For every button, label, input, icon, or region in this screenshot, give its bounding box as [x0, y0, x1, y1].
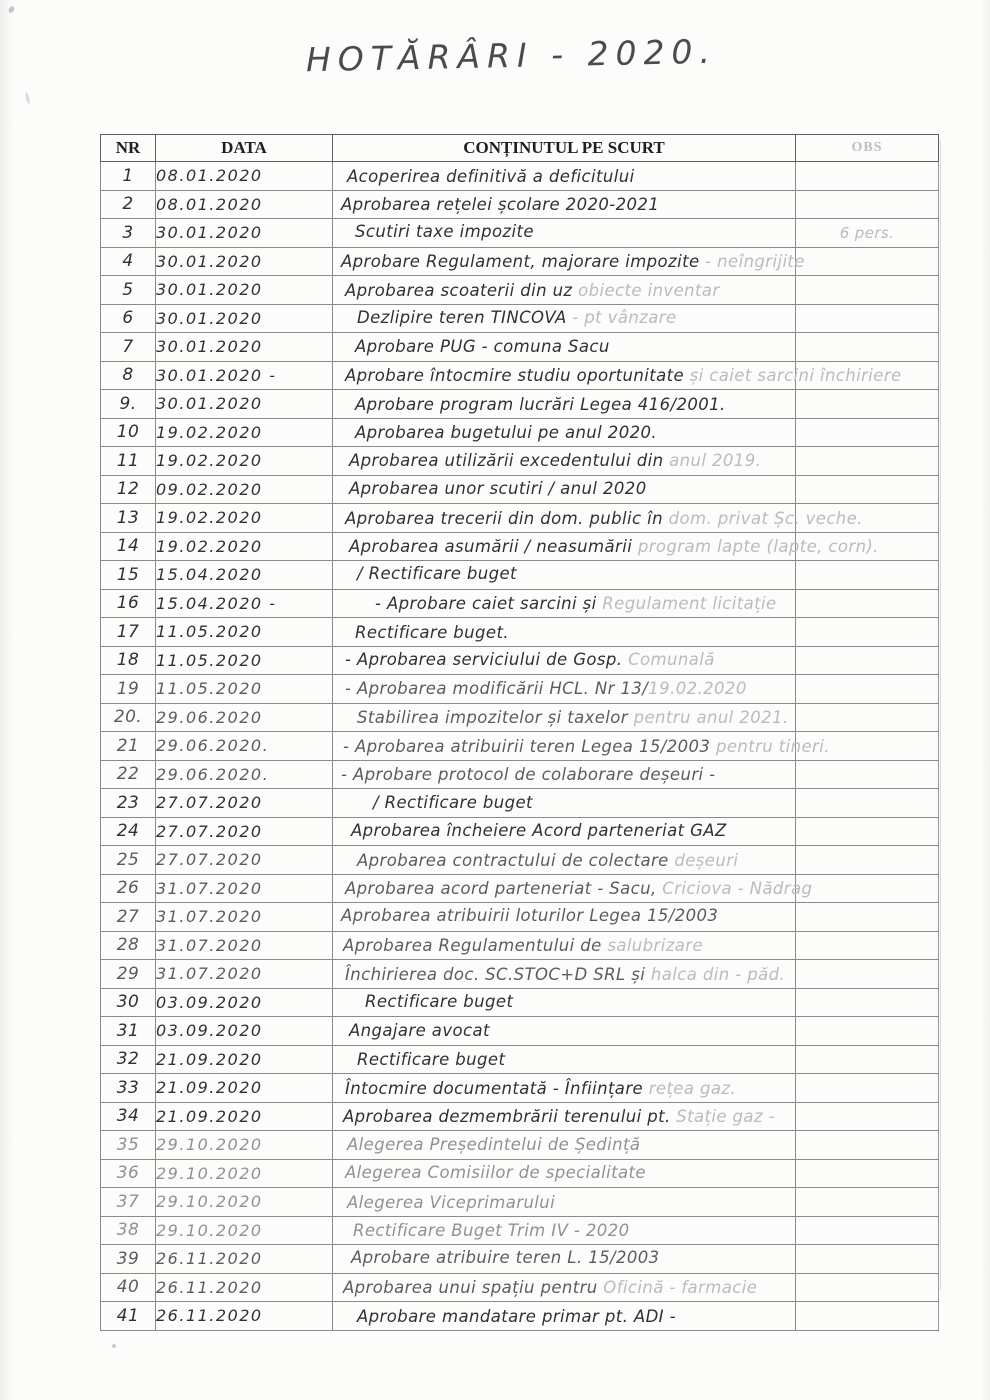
- col-header-nr: NR: [101, 135, 156, 162]
- table-row: [101, 732, 939, 761]
- row-content: [333, 474, 796, 503]
- row-date: 21.09.2020: [156, 1074, 333, 1103]
- row-content-faded: rețea gaz.: [643, 1079, 737, 1099]
- row-date: 31.07.2020: [156, 960, 333, 989]
- row-date: 29.10.2020: [156, 1159, 333, 1188]
- row-obs: [796, 846, 939, 875]
- table-row: [101, 247, 939, 276]
- row-content-main: Aprobarea rețelei școlare 2020-2021: [341, 194, 660, 214]
- table-row: [101, 1216, 939, 1245]
- row-obs: [796, 1017, 939, 1046]
- row-obs: [796, 1302, 939, 1331]
- row-content: [333, 733, 830, 762]
- row-obs: [796, 561, 939, 590]
- register-table-header: [101, 135, 939, 162]
- row-obs: [796, 418, 939, 447]
- row-obs: [796, 219, 939, 248]
- row-content-main: Aprobarea bugetului pe anul 2020.: [355, 422, 658, 442]
- row-content-faded: - neîngrijite: [699, 251, 805, 271]
- row-obs: [796, 931, 939, 960]
- row-content-main: Aprobarea dezmembrării terenului pt.: [343, 1106, 671, 1126]
- table-row: [101, 817, 939, 846]
- col-header-obs: OBS: [796, 135, 939, 162]
- row-date: 30.01.2020: [156, 304, 333, 333]
- row-number: 3: [101, 219, 156, 248]
- row-date: 27.07.2020: [156, 846, 333, 875]
- row-number: 37: [101, 1188, 156, 1217]
- row-content-main: Aprobare întocmire studiu oportunitate: [345, 365, 685, 385]
- row-number: 19: [101, 675, 156, 704]
- row-content-main: - Aprobare protocol de colaborare deșeuri -: [341, 764, 716, 784]
- row-content: [333, 247, 805, 276]
- table-row: [101, 504, 939, 533]
- row-date: 30.01.2020: [156, 390, 333, 419]
- row-content-main: Aprobarea contractului de colectare: [357, 851, 669, 871]
- table-row: [101, 561, 939, 590]
- table-row: [101, 931, 939, 960]
- row-content: [333, 1045, 796, 1074]
- row-content: [333, 1075, 796, 1104]
- row-obs: [796, 304, 939, 333]
- row-obs: [796, 447, 939, 476]
- page-title: HOTĂRÂRI - 2020.: [305, 31, 718, 80]
- table-row: [101, 447, 939, 476]
- row-number: 18: [101, 646, 156, 675]
- table-row: [101, 162, 939, 191]
- table-row: [101, 390, 939, 419]
- row-obs: [796, 903, 939, 932]
- row-content: [333, 902, 796, 931]
- row-number: 4: [101, 247, 156, 276]
- row-content-main: Acoperirea definitivă a deficitului: [347, 167, 635, 187]
- row-number: 16: [101, 589, 156, 618]
- row-obs: [796, 1188, 939, 1217]
- row-date: 26.11.2020: [156, 1302, 333, 1331]
- row-number: 32: [101, 1045, 156, 1074]
- row-content-faded: pentru tineri.: [710, 737, 830, 757]
- row-content: [333, 987, 796, 1016]
- table-row: [101, 1131, 939, 1160]
- table-row: [101, 1074, 939, 1103]
- row-obs: [796, 247, 939, 276]
- table-row: [101, 675, 939, 704]
- row-content-main: - Aprobarea modificării HCL. Nr 13/: [345, 679, 649, 699]
- scan-artifact: [24, 92, 30, 104]
- row-number: 20.: [101, 703, 156, 732]
- row-date: 15.04.2020 -: [156, 589, 333, 618]
- row-date: 31.07.2020: [156, 874, 333, 903]
- row-content-main: Aprobarea atribuirii loturilor Legea 15/2003: [341, 906, 719, 926]
- table-row: [101, 333, 939, 362]
- row-obs: [796, 646, 939, 675]
- row-obs: [796, 190, 939, 219]
- table-row: [101, 874, 939, 903]
- row-number: 39: [101, 1245, 156, 1274]
- scan-artifact: [112, 1344, 116, 1348]
- row-content: [333, 418, 796, 447]
- col-header-data: DATA: [156, 135, 333, 162]
- row-content: [333, 589, 796, 618]
- row-obs: [796, 1245, 939, 1274]
- row-obs: [796, 703, 939, 732]
- table-row: [101, 589, 939, 618]
- row-date: 26.11.2020: [156, 1273, 333, 1302]
- row-obs: [796, 1074, 939, 1103]
- table-row: [101, 846, 939, 875]
- row-date: 31.07.2020: [156, 931, 333, 960]
- row-content: [333, 190, 796, 219]
- row-content-main: Aprobare mandatare primar pt. ADI -: [357, 1307, 676, 1327]
- table-row: [101, 1045, 939, 1074]
- table-row: [101, 418, 939, 447]
- row-date: 08.01.2020: [156, 162, 333, 191]
- table-row: [101, 789, 939, 818]
- row-content-main: Aprobarea unui spațiu pentru: [343, 1277, 598, 1297]
- row-number: 17: [101, 618, 156, 647]
- row-content-main: / Rectificare buget: [357, 564, 517, 584]
- row-date: 29.06.2020.: [156, 760, 333, 789]
- col-header-continut: CONȚINUTUL PE SCURT: [333, 135, 796, 162]
- row-content-main: Aprobarea asumării / neasumării: [349, 536, 633, 556]
- row-date: 19.02.2020: [156, 504, 333, 533]
- table-row: [101, 219, 939, 248]
- row-content: [333, 760, 796, 789]
- row-date: 26.11.2020: [156, 1245, 333, 1274]
- row-content-main: Aprobarea acord parteneriat - Sacu,: [345, 878, 657, 898]
- row-date: 19.02.2020: [156, 418, 333, 447]
- row-content: [333, 1102, 796, 1131]
- table-row: [101, 703, 939, 732]
- table-row: [101, 532, 939, 561]
- table-row: [101, 1017, 939, 1046]
- row-date: 09.02.2020: [156, 475, 333, 504]
- row-number: 15: [101, 561, 156, 590]
- row-content: [333, 560, 796, 589]
- row-obs: [796, 817, 939, 846]
- row-content-main: Alegerea Viceprimarului: [347, 1193, 556, 1213]
- row-content-faded: salubrizare: [601, 935, 704, 955]
- row-content: [333, 619, 796, 648]
- row-date: 30.01.2020: [156, 333, 333, 362]
- row-content-main: Dezlipire teren TINCOVA: [357, 307, 567, 327]
- row-content-main: Aprobarea trecerii din dom. public în: [345, 509, 663, 529]
- row-obs: [796, 1045, 939, 1074]
- row-content: [333, 645, 796, 674]
- row-content-main: Aprobare PUG - comuna Sacu: [355, 337, 610, 357]
- table-row: [101, 618, 939, 647]
- row-date: 29.10.2020: [156, 1216, 333, 1245]
- row-date: 27.07.2020: [156, 789, 333, 818]
- row-content: [333, 847, 796, 876]
- row-content-main: Aprobarea Regulamentului de: [343, 935, 602, 955]
- row-content: [333, 391, 796, 420]
- row-content: [333, 1216, 796, 1245]
- row-content-faded: Stație gaz -: [670, 1106, 775, 1126]
- row-content-faded: deșeuri: [668, 851, 739, 871]
- row-obs: [796, 760, 939, 789]
- row-number: 33: [101, 1074, 156, 1103]
- row-date: 29.10.2020: [156, 1188, 333, 1217]
- row-content: [333, 874, 813, 903]
- table-row: [101, 190, 939, 219]
- row-number: 10: [101, 418, 156, 447]
- row-content-main: Alegerea Comisiilor de specialitate: [345, 1162, 646, 1182]
- table-row: [101, 1188, 939, 1217]
- row-content: [333, 532, 879, 561]
- row-content-main: Aprobarea încheiere Acord parteneriat GAZ: [351, 820, 727, 840]
- row-content-faded: dom. privat Șc. veche.: [662, 509, 863, 529]
- row-content-main: Rectificare buget.: [355, 623, 509, 643]
- row-number: 31: [101, 1017, 156, 1046]
- row-content: [333, 303, 796, 332]
- table-row: [101, 1273, 939, 1302]
- row-number: 27: [101, 903, 156, 932]
- row-number: 34: [101, 1102, 156, 1131]
- row-date: 03.09.2020: [156, 988, 333, 1017]
- row-date: 30.01.2020: [156, 247, 333, 276]
- row-date: 08.01.2020: [156, 190, 333, 219]
- row-content-main: - Aprobarea atribuirii teren Legea 15/2003: [343, 737, 711, 757]
- table-row: [101, 1159, 939, 1188]
- row-content-faded: Criciova - Nădrag: [656, 878, 813, 898]
- row-number: 7: [101, 333, 156, 362]
- row-content: [333, 361, 902, 390]
- row-content: [333, 789, 796, 818]
- row-number: 14: [101, 532, 156, 561]
- row-content-main: Aprobare Regulament, majorare impozite: [341, 251, 700, 271]
- row-content-main: Rectificare Buget Trim IV - 2020: [353, 1220, 630, 1240]
- row-date: 31.07.2020: [156, 903, 333, 932]
- row-number: 23: [101, 789, 156, 818]
- row-number: 22: [101, 760, 156, 789]
- row-obs: [796, 1131, 939, 1160]
- row-obs: [796, 789, 939, 818]
- row-number: 12: [101, 475, 156, 504]
- row-date: 21.09.2020: [156, 1045, 333, 1074]
- row-obs: [796, 475, 939, 504]
- page-rule-line: [940, 140, 941, 1290]
- row-content: [333, 505, 863, 534]
- row-content-faded: obiecte inventar: [572, 281, 720, 301]
- row-number: 40: [101, 1273, 156, 1302]
- row-number: 28: [101, 931, 156, 960]
- row-content: [333, 931, 796, 960]
- row-date: 30.01.2020: [156, 219, 333, 248]
- row-obs: [796, 1216, 939, 1245]
- row-content-main: Scutiri taxe impozite: [355, 222, 534, 242]
- row-content: [333, 961, 796, 990]
- table-row: [101, 903, 939, 932]
- row-content-faded: 19.02.2020: [648, 679, 747, 699]
- row-content-faded: anul 2019.: [663, 451, 762, 471]
- row-date: 11.05.2020: [156, 675, 333, 704]
- row-number: 30: [101, 988, 156, 1017]
- row-content-faded: halca din - păd.: [645, 965, 786, 985]
- row-content: [333, 703, 796, 732]
- row-date: 11.05.2020: [156, 646, 333, 675]
- row-content-main: Rectificare buget: [365, 991, 514, 1011]
- row-content-faded: pentru anul 2021.: [627, 707, 789, 727]
- table-row: [101, 1245, 939, 1274]
- row-content-faded: și caiet sarcini închiriere: [684, 365, 902, 385]
- row-date: 15.04.2020: [156, 561, 333, 590]
- row-obs: [796, 618, 939, 647]
- row-number: 9.: [101, 390, 156, 419]
- table-row: [101, 304, 939, 333]
- table-row: [101, 1102, 939, 1131]
- row-content-main: Aprobare program lucrări Legea 416/2001.: [355, 395, 726, 415]
- row-date: 27.07.2020: [156, 817, 333, 846]
- row-content-faded: Regulament licitație: [596, 593, 777, 613]
- row-obs: [796, 333, 939, 362]
- row-content: [333, 1017, 796, 1046]
- row-content-main: / Rectificare buget: [373, 793, 533, 813]
- row-content-faded: Oficină - farmacie: [597, 1277, 758, 1297]
- row-number: 1: [101, 162, 156, 191]
- row-number: 24: [101, 817, 156, 846]
- table-row: [101, 1302, 939, 1331]
- row-content: [333, 675, 796, 704]
- row-obs: [796, 390, 939, 419]
- row-content-main: Alegerea Președintelui de Ședință: [347, 1135, 641, 1155]
- row-obs: [796, 1102, 939, 1131]
- row-content: [333, 1273, 796, 1302]
- row-date: 19.02.2020: [156, 447, 333, 476]
- row-number: 29: [101, 960, 156, 989]
- row-content-main: Întocmire documentată - Înființare: [345, 1079, 644, 1099]
- row-number: 35: [101, 1131, 156, 1160]
- row-number: 36: [101, 1159, 156, 1188]
- row-content: [333, 816, 796, 845]
- row-number: 5: [101, 276, 156, 305]
- row-content: [333, 1158, 796, 1187]
- row-content-main: Aprobarea unor scutiri / anul 2020: [349, 478, 647, 498]
- row-content: [333, 333, 796, 362]
- row-content-main: Angajare avocat: [349, 1021, 490, 1041]
- row-date: 19.02.2020: [156, 532, 333, 561]
- row-date: 11.05.2020: [156, 618, 333, 647]
- row-number: 13: [101, 504, 156, 533]
- row-obs: [796, 1273, 939, 1302]
- row-number: 8: [101, 361, 156, 390]
- row-date: 03.09.2020: [156, 1017, 333, 1046]
- row-date: 21.09.2020: [156, 1102, 333, 1131]
- scan-artifact: [8, 5, 16, 14]
- row-obs: [796, 1159, 939, 1188]
- row-content: [333, 1189, 796, 1218]
- row-content: [333, 1131, 796, 1160]
- row-number: 6: [101, 304, 156, 333]
- row-obs: [796, 276, 939, 305]
- row-content-faded: - pt vânzare: [566, 307, 677, 327]
- row-content: [333, 163, 796, 192]
- row-obs: [796, 874, 939, 903]
- row-date: 30.01.2020 -: [156, 361, 333, 390]
- row-content: [333, 1303, 796, 1332]
- register-table: [100, 134, 939, 1331]
- row-content: [333, 1244, 796, 1273]
- row-date: 29.10.2020: [156, 1131, 333, 1160]
- row-content-faded: program lapte (lapte, corn).: [632, 536, 879, 556]
- row-obs: [796, 675, 939, 704]
- table-row: [101, 276, 939, 305]
- row-date: 29.06.2020: [156, 703, 333, 732]
- row-content-main: Aprobare atribuire teren L. 15/2003: [351, 1248, 660, 1268]
- row-number: 26: [101, 874, 156, 903]
- row-content: [333, 447, 796, 476]
- row-content-main: Aprobarea utilizării excedentului din: [349, 451, 664, 471]
- table-row: [101, 760, 939, 789]
- row-number: 2: [101, 190, 156, 219]
- row-date: 29.06.2020.: [156, 732, 333, 761]
- table-row: [101, 960, 939, 989]
- row-number: 21: [101, 732, 156, 761]
- row-content-main: Stabilirea impozitelor și taxelor: [357, 707, 628, 727]
- row-number: 38: [101, 1216, 156, 1245]
- row-number: 41: [101, 1302, 156, 1331]
- table-row: [101, 988, 939, 1017]
- row-obs: [796, 162, 939, 191]
- table-row: [101, 361, 939, 390]
- row-obs: [796, 960, 939, 989]
- table-row: [101, 475, 939, 504]
- row-content-main: Rectificare buget: [357, 1049, 506, 1069]
- register-table-body: [101, 162, 939, 1331]
- table-row: [101, 646, 939, 675]
- row-obs: [796, 988, 939, 1017]
- row-content-faded: Comunală: [622, 649, 715, 669]
- row-content: [333, 277, 796, 306]
- row-content-main: - Aprobare caiet sarcini și: [375, 593, 597, 613]
- row-content-main: Aprobarea scoaterii din uz: [345, 281, 573, 301]
- row-number: 25: [101, 846, 156, 875]
- row-obs-note: 6 pers.: [839, 223, 895, 242]
- row-number: 11: [101, 447, 156, 476]
- row-date: 30.01.2020: [156, 276, 333, 305]
- row-obs: [796, 589, 939, 618]
- row-content: [333, 218, 796, 247]
- row-content-main: - Aprobarea serviciului de Gosp.: [345, 649, 623, 669]
- row-content-main: Închirierea doc. SC.STOC+D SRL și: [345, 965, 646, 985]
